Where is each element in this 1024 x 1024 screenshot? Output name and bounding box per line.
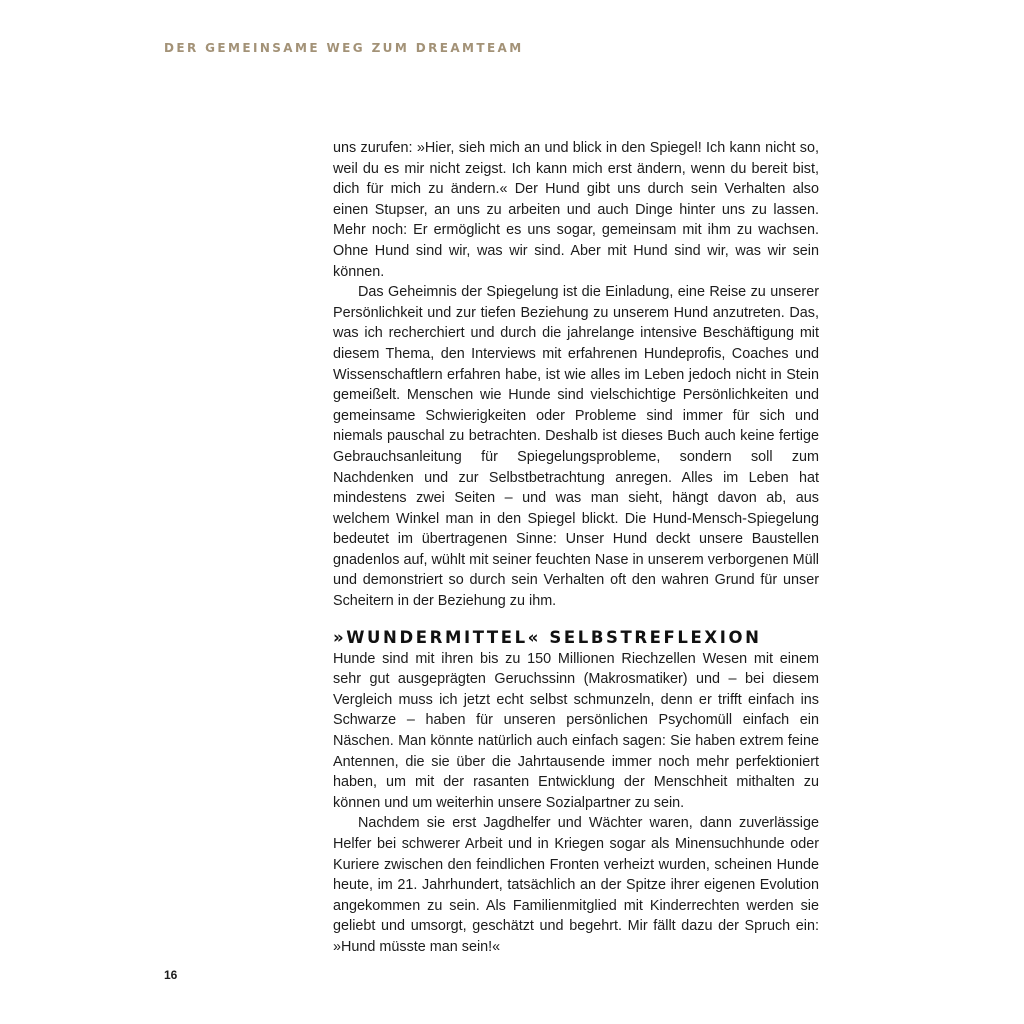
body-column — [333, 138, 819, 958]
running-head: DER GEMEINSAME WEG ZUM DREAMTEAM — [164, 41, 524, 55]
paragraph-continuation: uns zurufen: »Hier, sieh mich an und blick in den Spiegel! Ich kann nicht so, weil du es mir nicht zeigst. Ich kann mich erst ändern, wenn du bereit bist, dich für mich zu ändern.« Der Hund gibt uns durch sein Verhalten also einen Stupser, an uns zu arbeiten und auch Dinge hinter uns zu lassen. Mehr noch: Er ermöglicht es uns sogar, gemeinsam mit ihm zu wachsen. Ohne Hund sind wir, was wir sind. Aber mit Hund sind wir, was wir sein können. — [333, 140, 819, 280]
paragraph-evolution: Nachdem sie erst Jagdhelfer und Wächter waren, dann zuverlässige Helfer bei schwerer Arbeit und in Kriegen sogar als Minensuchhunde oder Kuriere zwischen den feindlichen Fronten verheizt wurden, scheinen Hunde heute, im 21. Jahrhundert, tatsächlich an der Spitze ihrer eigenen Evolution angekommen zu sein. Als Familienmitglied mit Kinderrechten werden sie geliebt und umsorgt, geschätzt und begehrt. Mir fällt dazu der Spruch ein: »Hund müsste man sein!« — [333, 815, 819, 955]
paragraph-spiegelung: Das Geheimnis der Spiegelung ist die Einladung, eine Reise zu unserer Persönlichkeit und zur tiefen Beziehung zu unserem Hund anzutreten. Das, was ich recherchiert und durch die jahrelange intensive Beschäftigung mit diesem Thema, den Interviews mit erfahrenen Hundeprofis, Coaches und Wissenschaftlern erfahren habe, ist wie alles im Leben jedoch nicht in Stein gemeißelt. Menschen wie Hunde sind vielschichtige Persönlichkeiten und gemeinsame Schwierigkeiten oder Probleme sind immer für sich und niemals pauschal zu betrachten. Deshalb ist dieses Buch auch keine fertige Gebrauchsanleitung für Spiegelungsprobleme, sondern soll zum Nachdenken und zur Selbstbetrachtung anregen. Alles im Leben hat mindestens zwei Seiten – und was man sieht, hängt davon ab, aus welchem Winkel man in den Spiegel blickt. Die Hund-Mensch-Spiegelung bedeutet im übertragenen Sinne: Unser Hund deckt unsere Baustellen gnadenlos auf, wühlt mit seiner feuchten Nase in unserem verborgenen Müll und demonstriert so durch sein Verhalten oft den wahren Grund für unser Scheitern in der Beziehung zu ihm. — [333, 284, 819, 610]
section-body — [333, 649, 819, 958]
paragraph-riechzellen: Hunde sind mit ihren bis zu 150 Millionen Riechzellen Wesen mit einem sehr gut ausgeprägten Geruchssinn (Makrosmatiker) und – bei diesem Vergleich muss ich jetzt echt selbst schmunzeln, denn er trifft einfach ins Schwarze – haben für unseren persönlichen Psychomüll einfach ein Näschen. Man könnte natürlich auch einfach sagen: Sie haben extrem feine Antennen, die sie über die Jahrtausende immer noch mehr perfektioniert haben, um mit der rasanten Entwicklung der Menschheit mithalten zu können und um weiterhin unsere Sozialpartner zu sein. — [333, 650, 819, 811]
page-number: 16 — [164, 968, 178, 982]
section-heading: »WUNDERMITTEL« SELBSTREFLEXION — [333, 627, 762, 647]
